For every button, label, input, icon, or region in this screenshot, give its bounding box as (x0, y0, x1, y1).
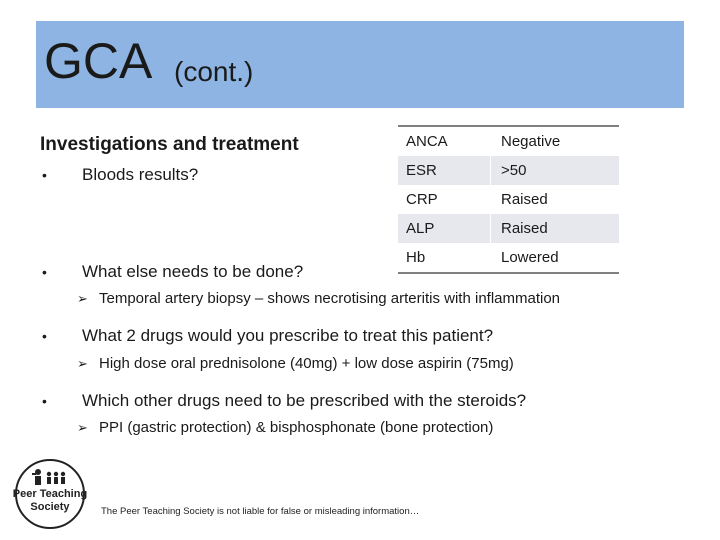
bullet-item (40, 326, 493, 346)
section-heading: Investigations and treatment (40, 134, 299, 155)
test-result-cell: >50 (491, 156, 620, 185)
sub-bullet-text: High dose oral prednisolone (40mg) + low dose aspirin (75mg) (99, 355, 514, 372)
slide-title-suffix: (cont.) (174, 56, 254, 87)
table-row (398, 243, 619, 273)
test-result-cell: Negative (491, 126, 620, 156)
table-row (398, 185, 619, 214)
sub-bullet-item (77, 419, 493, 436)
test-name-cell: CRP (406, 191, 438, 208)
test-result-cell: Raised (491, 214, 620, 243)
test-result-cell: Raised (491, 185, 620, 214)
table-row (398, 126, 619, 156)
sub-bullet-item (77, 355, 514, 372)
peer-teaching-society-logo (12, 458, 88, 530)
bullet-text: What 2 drugs would you prescribe to treat this patient? (82, 326, 494, 345)
bullet-item (40, 165, 198, 185)
bullet-text: What else needs to be done? (82, 262, 304, 281)
test-result-cell: Lowered (491, 243, 620, 273)
test-name-cell: ESR (398, 156, 491, 185)
sub-bullet-item (77, 290, 560, 307)
logo-text-line1: Peer Teaching (12, 488, 88, 500)
bullet-dot-icon: • (42, 328, 47, 344)
arrow-bullet-icon: ➢ (77, 419, 88, 435)
bullet-dot-icon: • (42, 264, 47, 280)
bullet-text: Which other drugs need to be prescribed with the steroids? (82, 391, 527, 410)
bullet-dot-icon: • (42, 167, 47, 183)
bullet-dot-icon: • (42, 393, 47, 409)
test-name-cell: ANCA (406, 133, 448, 150)
test-name-cell: ALP (398, 214, 491, 243)
slide-title: GCA (44, 33, 153, 89)
table-row (398, 214, 619, 243)
logo-text-line2: Society (30, 501, 70, 513)
blood-results-table (398, 125, 619, 274)
table-row (398, 156, 619, 185)
sub-bullet-text: Temporal artery biopsy – shows necrotising arteritis with inflammation (99, 290, 561, 307)
bullet-item (40, 391, 526, 411)
arrow-bullet-icon: ➢ (77, 355, 88, 371)
arrow-bullet-icon: ➢ (77, 290, 88, 306)
bullet-item (40, 262, 303, 282)
disclaimer-text: The Peer Teaching Society is not liable for false or misleading information… (101, 506, 420, 517)
sub-bullet-text: PPI (gastric protection) & bisphosphonate (bone protection) (99, 419, 494, 436)
test-name-cell: Hb (406, 249, 426, 266)
bullet-text: Bloods results? (82, 165, 199, 184)
